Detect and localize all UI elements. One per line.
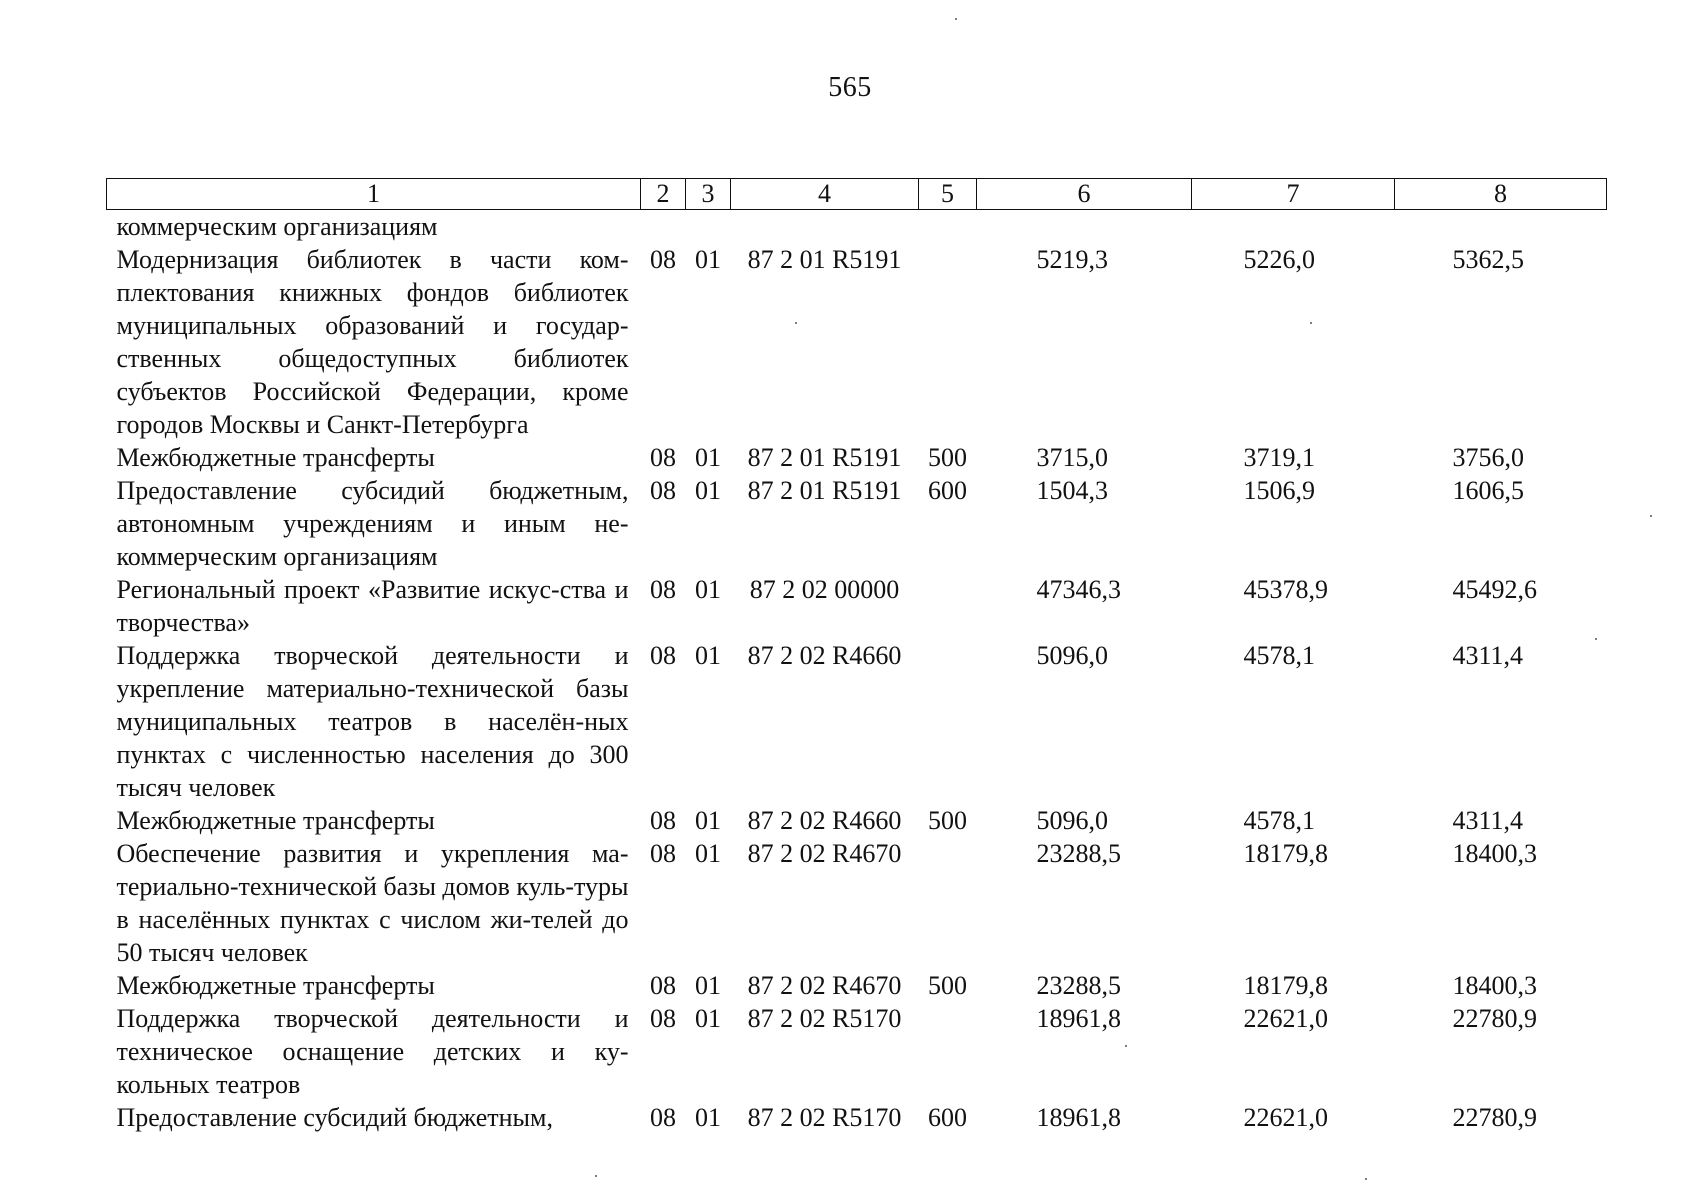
row-subsection: 01 — [695, 476, 721, 505]
row-section: 08 — [650, 575, 676, 604]
row-expense-type: 600 — [928, 1103, 967, 1132]
row-expense-type — [919, 639, 977, 804]
row-amount-col7: 1506,9 — [1243, 476, 1315, 505]
row-target-article: 87 2 02 R4670 — [747, 971, 902, 1000]
row-subsection: 01 — [695, 806, 721, 835]
row-amount-col7: 5226,0 — [1243, 245, 1315, 274]
table-row — [107, 1002, 1607, 1101]
row-name: Межбюджетные трансферты — [116, 806, 435, 835]
row-target-article: 87 2 02 R4670 — [747, 839, 902, 868]
row-amount-col6: 5096,0 — [1036, 641, 1108, 670]
row-target-article — [731, 210, 919, 244]
row-amount-col6: 1504,3 — [1036, 476, 1108, 505]
table-row — [107, 639, 1607, 804]
header-col-7: 7 — [1192, 179, 1395, 210]
budget-table — [106, 178, 1607, 1134]
row-section: 08 — [650, 641, 676, 670]
table-row — [107, 1101, 1607, 1134]
row-target-article: 87 2 01 R5191 — [747, 245, 902, 274]
scan-speck — [1310, 322, 1312, 324]
row-expense-type: 500 — [928, 971, 967, 1000]
table-row — [107, 210, 1607, 244]
table-row — [107, 804, 1607, 837]
row-amount-col8: 18400,3 — [1452, 839, 1537, 868]
row-amount-col8: 22780,9 — [1452, 1004, 1537, 1033]
row-amount-col6: 5219,3 — [1036, 245, 1108, 274]
row-subsection: 01 — [695, 443, 721, 472]
table-row — [107, 969, 1607, 1002]
row-amount-col6: 47346,3 — [1036, 575, 1121, 604]
row-amount-col8: 22780,9 — [1452, 1103, 1537, 1132]
scan-speck — [595, 1175, 597, 1177]
row-amount-col8: 4311,4 — [1452, 641, 1524, 670]
row-name: Обеспечение развития и укрепления ма-териально-технической базы домов куль-туры в населённых пунктах с числом жи-телей до 50 тысяч человек — [116, 839, 629, 967]
row-expense-type: 500 — [928, 806, 967, 835]
row-amount-col7: 18179,8 — [1243, 839, 1328, 868]
row-amount-col8: 5362,5 — [1452, 245, 1524, 274]
scan-speck — [795, 322, 797, 324]
row-expense-type — [919, 210, 977, 244]
row-section: 08 — [650, 476, 676, 505]
scan-speck — [1365, 1178, 1367, 1180]
table-row — [107, 573, 1607, 639]
row-subsection: 01 — [695, 1004, 721, 1033]
row-amount-col6: 23288,5 — [1036, 971, 1121, 1000]
row-subsection: 01 — [695, 1103, 721, 1132]
scan-speck — [1125, 1045, 1127, 1047]
row-target-article: 87 2 02 R5170 — [747, 1103, 902, 1132]
row-subsection: 01 — [695, 575, 721, 604]
row-expense-type — [919, 1002, 977, 1101]
header-col-3: 3 — [686, 179, 731, 210]
row-expense-type: 600 — [928, 476, 967, 505]
row-amount-col7: 4578,1 — [1243, 806, 1315, 835]
header-row — [107, 179, 1607, 210]
row-section — [641, 210, 686, 244]
row-amount-col8: 1606,5 — [1452, 476, 1524, 505]
row-expense-type — [919, 573, 977, 639]
scan-speck — [1650, 515, 1652, 517]
row-amount-col7: 45378,9 — [1243, 575, 1328, 604]
row-subsection — [686, 210, 731, 244]
row-section: 08 — [650, 971, 676, 1000]
row-target-article: 87 2 01 R5191 — [747, 443, 902, 472]
header-col-2: 2 — [641, 179, 686, 210]
row-section: 08 — [650, 839, 676, 868]
row-name: коммерческим организациям — [116, 212, 438, 241]
row-section: 08 — [650, 1004, 676, 1033]
row-amount-col8: 18400,3 — [1452, 971, 1537, 1000]
row-amount-col8: 3756,0 — [1452, 443, 1524, 472]
row-subsection: 01 — [695, 839, 721, 868]
row-subsection: 01 — [695, 641, 721, 670]
table-row — [107, 243, 1607, 441]
row-amount-col7: 4578,1 — [1243, 641, 1315, 670]
header-col-5: 5 — [919, 179, 977, 210]
row-subsection: 01 — [695, 245, 721, 274]
row-name: Модернизация библиотек в части ком-плектования книжных фондов библиотек муниципальных образований и государ-ственных общедоступных библиотек субъектов Российской Федерации, кроме городов Москвы и Санкт-Петербурга — [116, 245, 629, 439]
header-col-6: 6 — [977, 179, 1192, 210]
table-row — [107, 474, 1607, 573]
table-row — [107, 441, 1607, 474]
row-name: Региональный проект «Развитие искус-ства и творчества» — [116, 575, 629, 637]
row-expense-type: 500 — [928, 443, 967, 472]
row-name: Поддержка творческой деятельности и техническое оснащение детских и ку-кольных театров — [116, 1004, 629, 1099]
row-amount-col7: 3719,1 — [1243, 443, 1315, 472]
row-name: Поддержка творческой деятельности и укрепление материально-технической базы муниципальных театров в населён-ных пунктах с численностью населения до 300 тысяч человек — [116, 641, 629, 802]
row-section: 08 — [650, 1103, 676, 1132]
row-amount-col7: 22621,0 — [1243, 1004, 1328, 1033]
row-section: 08 — [650, 245, 676, 274]
table-row — [107, 837, 1607, 969]
header-col-4: 4 — [731, 179, 919, 210]
row-amount-col8: 45492,6 — [1452, 575, 1537, 604]
row-section: 08 — [650, 443, 676, 472]
row-amount-col6: 18961,8 — [1036, 1103, 1121, 1132]
row-amount-col6: 5096,0 — [1036, 806, 1108, 835]
row-target-article: 87 2 02 R4660 — [747, 641, 902, 670]
row-expense-type — [919, 243, 977, 441]
scan-speck — [1595, 638, 1597, 640]
row-amount-col7 — [1192, 210, 1395, 244]
header-col-1: 1 — [107, 179, 641, 210]
row-subsection: 01 — [695, 971, 721, 1000]
row-expense-type — [919, 837, 977, 969]
row-amount-col7: 22621,0 — [1243, 1103, 1328, 1132]
header-col-8: 8 — [1395, 179, 1607, 210]
row-amount-col7: 18179,8 — [1243, 971, 1328, 1000]
row-name: Межбюджетные трансферты — [116, 443, 435, 472]
row-amount-col6: 3715,0 — [1036, 443, 1108, 472]
row-amount-col6 — [977, 210, 1192, 244]
row-section: 08 — [650, 806, 676, 835]
row-target-article: 87 2 02 00000 — [749, 575, 900, 604]
row-amount-col8 — [1395, 210, 1607, 244]
row-name: Предоставление субсидий бюджетным, автономным учреждениям и иным не-коммерческим организациям — [116, 476, 629, 571]
row-amount-col6: 18961,8 — [1036, 1004, 1121, 1033]
row-amount-col6: 23288,5 — [1036, 839, 1121, 868]
row-name: Предоставление субсидий бюджетным, — [116, 1103, 553, 1132]
row-name: Межбюджетные трансферты — [116, 971, 435, 1000]
row-target-article: 87 2 02 R5170 — [747, 1004, 902, 1033]
scan-speck — [955, 18, 957, 20]
page-number: 565 — [828, 72, 872, 103]
row-amount-col8: 4311,4 — [1452, 806, 1524, 835]
row-target-article: 87 2 01 R5191 — [747, 476, 902, 505]
row-target-article: 87 2 02 R4660 — [747, 806, 902, 835]
